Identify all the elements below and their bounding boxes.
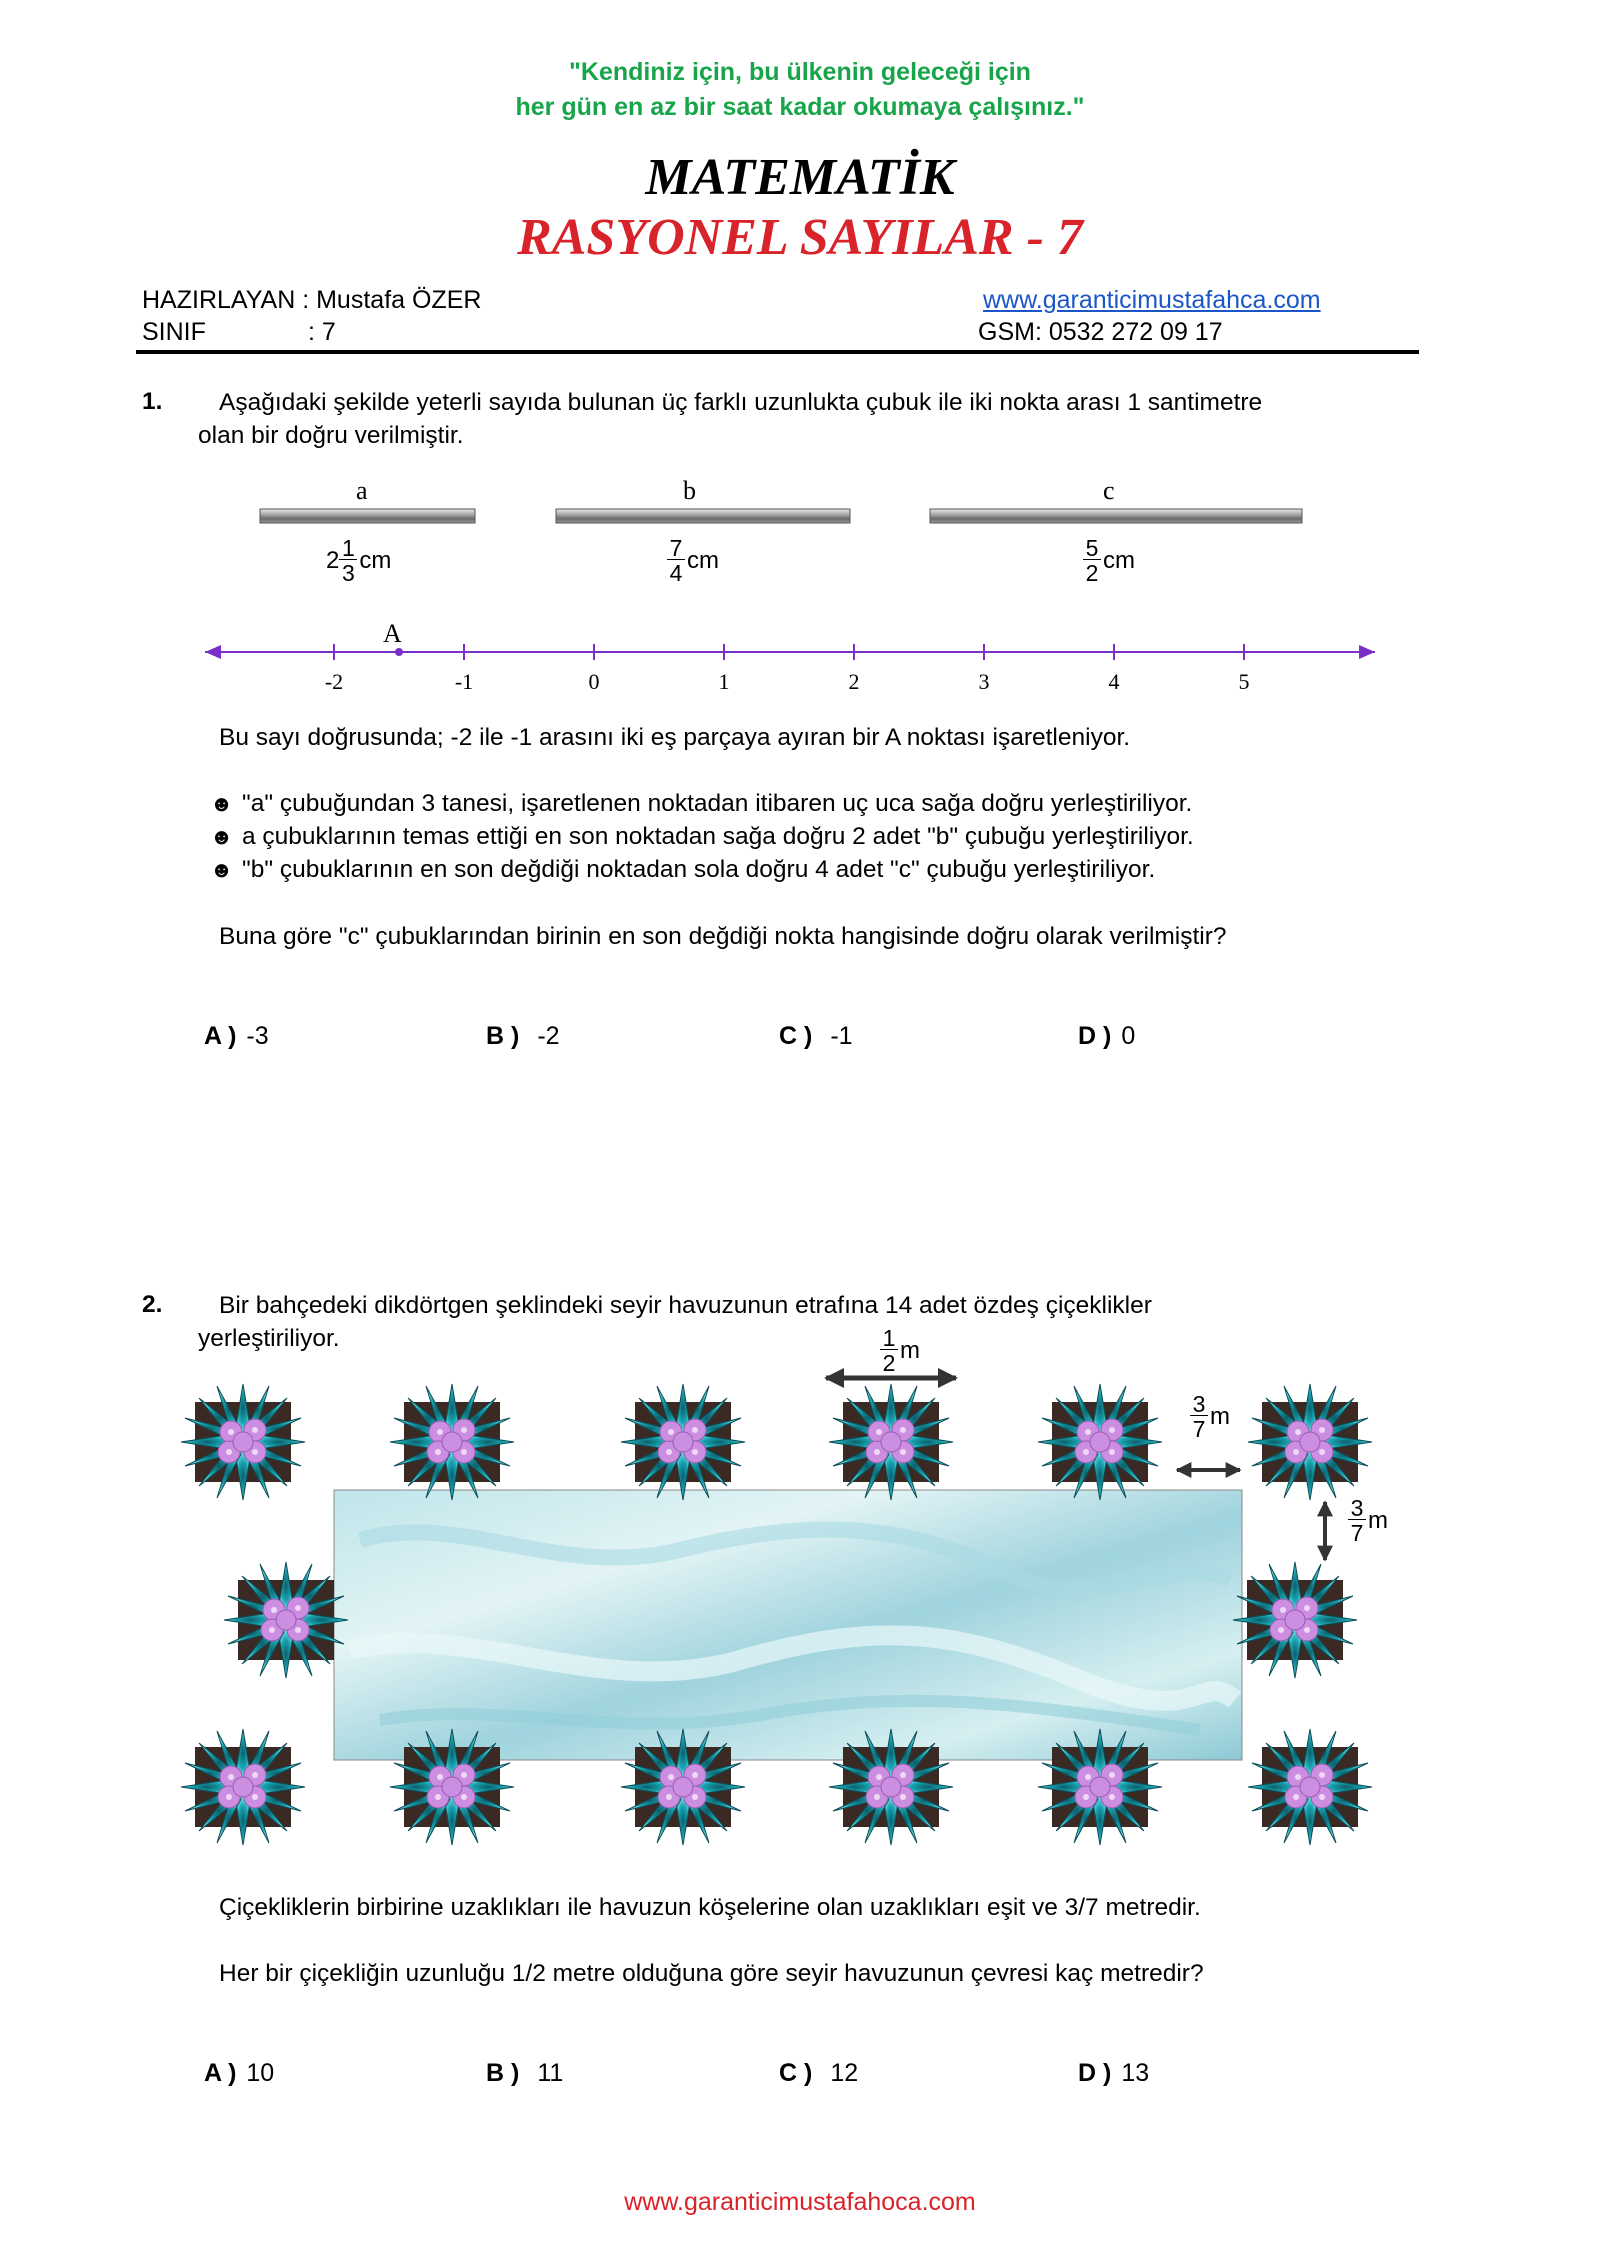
q2-option-b-value: 11 [537, 2059, 564, 2087]
q1-intro-line-2: olan bir doğru verilmiştir. [198, 422, 464, 449]
smiley-icon: ☻ [210, 824, 234, 849]
rod-c [930, 509, 1302, 523]
dim-gap-fraction [1190, 1393, 1208, 1440]
q2-number: 2. [142, 1291, 163, 1318]
dim-half-den: 2 [882, 1350, 896, 1376]
rod-a-num: 1 [341, 535, 355, 561]
point-a-label: A [383, 619, 402, 648]
q2-option-c-label: C ) [779, 2059, 813, 2087]
q2-option-b-label: B ) [486, 2059, 520, 2087]
tick-label: 1 [718, 669, 730, 694]
gsm-number: GSM: 0532 272 09 17 [978, 318, 1223, 346]
footer-website[interactable]: www.garanticimustafahoca.com [624, 2188, 976, 2216]
q1-number: 1. [142, 388, 163, 415]
motto-line-1: "Kendiniz için, bu ülkenin geleceği için [569, 58, 1031, 86]
rod-c-num: 5 [1085, 535, 1099, 561]
tick-label: -1 [454, 669, 474, 694]
dim-gap-num: 3 [1192, 1391, 1206, 1417]
q1-bullet-2 [210, 820, 1194, 854]
q2-statement-2: Her bir çiçekliğin uzunluğu 1/2 metre olduğuna göre seyir havuzunun çevresi kaç metredir? [219, 1960, 1204, 1987]
q1-bullet-1 [210, 787, 1192, 821]
smiley-icon: ☻ [210, 857, 234, 882]
dim-half-unit: m [900, 1336, 920, 1364]
q2-option-c[interactable] [779, 2059, 858, 2088]
rod-b-den: 4 [669, 560, 683, 586]
q1-option-d-label: D ) [1078, 1022, 1112, 1050]
q2-option-d-value: 13 [1121, 2059, 1150, 2087]
rod-b [556, 509, 850, 523]
tick-label: 2 [848, 669, 860, 694]
q2-option-d[interactable] [1078, 2059, 1149, 2088]
planter-bottom-1 [181, 1729, 305, 1845]
website-link[interactable]: www.garanticimustafahca.com [983, 286, 1321, 314]
header-rule [136, 350, 1419, 354]
q2-option-b[interactable] [486, 2059, 563, 2088]
q2-intro-line-2: yerleştiriliyor. [198, 1325, 340, 1352]
rod-c-letter: c [1103, 476, 1115, 505]
rod-c-length [1083, 537, 1135, 584]
topic-title: RASYONEL SAYILAR - 7 [517, 209, 1083, 266]
rod-a-unit: cm [359, 546, 392, 574]
rod-b-num: 7 [669, 535, 683, 561]
rod-b-letter: b [683, 476, 696, 505]
q1-option-a-label: A ) [204, 1022, 237, 1050]
rod-c-unit: cm [1103, 546, 1135, 574]
tick-label: -2 [324, 669, 344, 694]
dim-gap-unit: m [1210, 1402, 1230, 1430]
q2-statement-1: Çiçekliklerin birbirine uzaklıkları ile havuzun köşelerine olan uzaklıkları eşit ve 3/7 metredir. [219, 1894, 1201, 1921]
point-a [395, 648, 403, 656]
q1-option-a[interactable] [204, 1022, 269, 1051]
q1-bullet-2-text: a çubuklarının temas ettiği en son noktadan sağa doğru 2 adet "b" çubuğu yerleştiriliyor. [242, 823, 1194, 850]
dim-corner-fraction [1348, 1497, 1366, 1544]
smiley-icon: ☻ [210, 791, 234, 816]
planter-right [1233, 1562, 1357, 1678]
planter-top-1 [181, 1384, 305, 1500]
rod-b-fraction [667, 537, 685, 584]
q2-intro-line-1: Bir bahçedeki dikdörtgen şeklindeki seyir havuzunun etrafına 14 adet özdeş çiçeklikler [219, 1292, 1152, 1319]
q1-intro-line-1: Aşağıdaki şekilde yeterli sayıda bulunan üç farklı uzunlukta çubuk ile iki nokta arası 1 santimetre [219, 389, 1263, 416]
prepared-by: HAZIRLAYAN : Mustafa ÖZER [142, 286, 482, 314]
planter-top-6 [1248, 1384, 1372, 1500]
tick-label: 5 [1238, 669, 1250, 694]
dim-corner-label [1348, 1497, 1388, 1544]
q1-bullet-1-text: "a" çubuğundan 3 tanesi, işaretlenen noktadan itibaren uç uca sağa doğru yerleştiriliyor. [242, 790, 1193, 817]
planter-top-5 [1038, 1384, 1162, 1500]
dim-half-num: 1 [882, 1325, 896, 1351]
dim-half-fraction [880, 1327, 898, 1374]
dim-gap-den: 7 [1192, 1416, 1206, 1442]
tick-label: 4 [1108, 669, 1120, 694]
tick-label: 3 [978, 669, 990, 694]
class-value: : 7 [308, 318, 336, 346]
q1-option-c[interactable] [779, 1022, 853, 1051]
q1-bullet-3 [210, 853, 1155, 887]
rod-a-length [326, 537, 391, 584]
rod-b-length [667, 537, 719, 584]
q1-option-c-label: C ) [779, 1022, 813, 1050]
dim-corner-unit: m [1368, 1506, 1388, 1534]
q1-question: Buna göre "c" çubuklarından birinin en son değdiği nokta hangisinde doğru olarak verilmiştir? [219, 923, 1227, 950]
arrow-right-icon [1359, 645, 1375, 659]
planter-bottom-6 [1248, 1729, 1372, 1845]
number-line [205, 644, 1375, 660]
rod-c-fraction [1083, 537, 1101, 584]
q2-option-a[interactable] [204, 2059, 274, 2088]
q1-option-a-value: -3 [246, 1022, 269, 1050]
rod-a-letter: a [356, 476, 368, 505]
arrow-left-icon [205, 645, 221, 659]
q2-option-a-label: A ) [204, 2059, 237, 2087]
dim-corner-den: 7 [1350, 1520, 1364, 1546]
rod-c-den: 2 [1085, 560, 1099, 586]
pool-figure [0, 1320, 1600, 1880]
subject-title: MATEMATİK [645, 149, 955, 206]
dim-gap-label [1190, 1393, 1230, 1440]
motto-line-2: her gün en az bir saat kadar okumaya çalışınız." [515, 93, 1085, 121]
q1-option-d-value: 0 [1121, 1022, 1136, 1050]
planter-top-3 [621, 1384, 745, 1500]
planter-left [224, 1562, 348, 1678]
tick-label: 0 [588, 669, 600, 694]
q1-option-c-value: -1 [830, 1022, 853, 1050]
q1-option-b-value: -2 [537, 1022, 560, 1050]
q2-option-d-label: D ) [1078, 2059, 1112, 2087]
q2-option-a-value: 10 [246, 2059, 275, 2087]
rod-a-fraction [339, 537, 357, 584]
dim-half-label [880, 1327, 920, 1374]
class-label: SINIF [142, 318, 206, 346]
dim-corner-num: 3 [1350, 1495, 1364, 1521]
q2-option-c-value: 12 [830, 2059, 859, 2087]
rod-a-den: 3 [341, 560, 355, 586]
planter-top-4 [829, 1384, 953, 1500]
q1-option-d[interactable] [1078, 1022, 1135, 1051]
q1-bullet-3-text: "b" çubuklarının en son değdiği noktadan sola doğru 4 adet "c" çubuğu yerleştiriliyor. [242, 856, 1156, 883]
q1-statement: Bu sayı doğrusunda; -2 ile -1 arasını iki eş parçaya ayıran bir A noktası işaretleniyor. [219, 724, 1131, 751]
rod-a-whole: 2 [326, 546, 340, 574]
rod-b-unit: cm [687, 546, 719, 574]
q1-figure [0, 470, 1600, 710]
q1-option-b-label: B ) [486, 1022, 520, 1050]
rod-a [260, 509, 475, 523]
q1-option-b[interactable] [486, 1022, 560, 1051]
planter-top-2 [390, 1384, 514, 1500]
